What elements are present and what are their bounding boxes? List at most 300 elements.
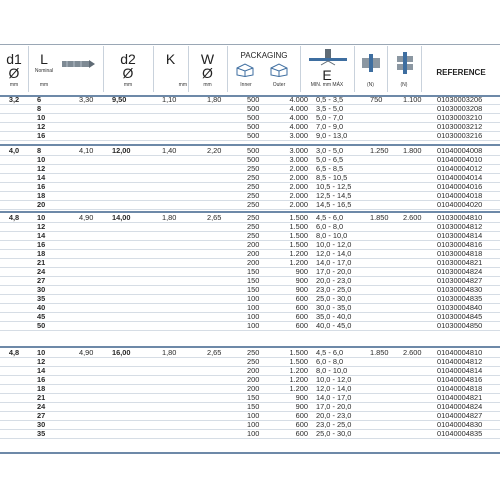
cell-d1v <box>79 322 112 331</box>
table-row <box>0 430 500 439</box>
cell-k <box>162 105 207 114</box>
cell-d1 <box>0 394 28 403</box>
cell-w <box>207 259 247 268</box>
cell-f1 <box>370 123 403 132</box>
cell-l: 24 <box>28 268 79 277</box>
cell-ref: 01030004821 <box>437 259 500 268</box>
cell-inner: 100 <box>247 304 277 313</box>
cell-w <box>207 232 247 241</box>
inner-box-icon <box>236 63 254 77</box>
cell-k <box>162 201 207 210</box>
cell-f1 <box>370 250 403 259</box>
cell-outer: 600 <box>277 295 316 304</box>
cell-l: 10 <box>28 349 79 358</box>
cell-k <box>162 241 207 250</box>
cell-d2 <box>112 105 162 114</box>
cell-d1v <box>79 412 112 421</box>
cell-e: 4,5 - 6,0 <box>316 214 370 223</box>
cell-d1v <box>79 156 112 165</box>
cell-l: 16 <box>28 183 79 192</box>
header-w-symbol: Ø <box>202 65 213 81</box>
cell-f2 <box>403 201 437 210</box>
cell-ref: 01030004812 <box>437 223 500 232</box>
cell-k <box>162 286 207 295</box>
cell-l: 14 <box>28 367 79 376</box>
cell-d1v <box>79 250 112 259</box>
cell-e: 9,0 - 13,0 <box>316 132 370 141</box>
cell-l: 35 <box>28 295 79 304</box>
cell-l: 27 <box>28 412 79 421</box>
header-d2-unit: mm <box>123 82 133 88</box>
cell-f2 <box>403 174 437 183</box>
cell-w <box>207 367 247 376</box>
cell-outer: 1.500 <box>277 214 316 223</box>
cell-d1v <box>79 385 112 394</box>
header-d2-symbol: Ø <box>122 65 134 81</box>
cell-k: 1,40 <box>162 147 207 156</box>
cell-d2 <box>112 394 162 403</box>
cell-d1v <box>79 232 112 241</box>
cell-d1v <box>79 313 112 322</box>
cell-f1 <box>370 403 403 412</box>
cell-d2 <box>112 259 162 268</box>
cell-f2 <box>403 192 437 201</box>
cell-d2 <box>112 165 162 174</box>
cell-ref: 01040004814 <box>437 367 500 376</box>
cell-inner: 500 <box>247 147 277 156</box>
cell-w <box>207 183 247 192</box>
cell-f1 <box>370 192 403 201</box>
cell-ref: 01030003208 <box>437 105 500 114</box>
cell-d1v <box>79 165 112 174</box>
cell-f2 <box>403 322 437 331</box>
cell-e: 5,0 - 7,0 <box>316 114 370 123</box>
cell-d1 <box>0 358 28 367</box>
cell-d1v <box>79 201 112 210</box>
cell-e: 8,5 - 10,5 <box>316 174 370 183</box>
cell-l: 16 <box>28 132 79 141</box>
cell-ref: 01030003212 <box>437 123 500 132</box>
cell-k <box>162 322 207 331</box>
cell-inner: 250 <box>247 192 277 201</box>
cell-w: 1,80 <box>207 96 247 105</box>
cell-d1 <box>0 201 28 210</box>
cell-d1 <box>0 277 28 286</box>
cell-f2 <box>403 241 437 250</box>
cell-ref: 01040004824 <box>437 403 500 412</box>
header-l-unit: mm <box>39 82 49 88</box>
cell-w <box>207 156 247 165</box>
cell-ref: 01040004012 <box>437 165 500 174</box>
cell-d2 <box>112 421 162 430</box>
cell-d1 <box>0 114 28 123</box>
column-divider <box>28 46 29 92</box>
cell-f2 <box>403 358 437 367</box>
cell-ref: 01030004840 <box>437 304 500 313</box>
group-table <box>0 147 500 210</box>
cell-k <box>162 277 207 286</box>
cell-w <box>207 313 247 322</box>
cell-l: 27 <box>28 277 79 286</box>
cell-d1: 4,0 <box>0 147 28 156</box>
cell-d2 <box>112 232 162 241</box>
rivet-body-icon <box>62 59 96 69</box>
cell-k <box>162 394 207 403</box>
header-w: W <box>200 51 215 67</box>
cell-w <box>207 286 247 295</box>
cell-f2: 1.800 <box>403 147 437 156</box>
cell-w <box>207 376 247 385</box>
cell-f2 <box>403 313 437 322</box>
cell-f1 <box>370 232 403 241</box>
cell-w <box>207 165 247 174</box>
cell-d1v <box>79 295 112 304</box>
cell-outer: 600 <box>277 304 316 313</box>
cell-d1v <box>79 241 112 250</box>
cell-w <box>207 358 247 367</box>
cell-d2 <box>112 183 162 192</box>
cell-f2 <box>403 183 437 192</box>
cell-ref: 01030004827 <box>437 277 500 286</box>
cell-inner: 500 <box>247 96 277 105</box>
cell-f1 <box>370 105 403 114</box>
cell-d2: 16,00 <box>112 349 162 358</box>
cell-w <box>207 250 247 259</box>
cell-l: 12 <box>28 223 79 232</box>
cell-f1 <box>370 304 403 313</box>
cell-w <box>207 304 247 313</box>
cell-f2 <box>403 277 437 286</box>
header-e: E <box>322 67 332 83</box>
cell-ref: 01040004830 <box>437 421 500 430</box>
cell-d1 <box>0 174 28 183</box>
cell-f1 <box>370 286 403 295</box>
cell-e: 6,0 - 8,0 <box>316 358 370 367</box>
cell-f1: 1.850 <box>370 349 403 358</box>
cell-d1v <box>79 259 112 268</box>
cell-e: 8,0 - 10,0 <box>316 232 370 241</box>
cell-d2 <box>112 286 162 295</box>
cell-ref: 01040004818 <box>437 385 500 394</box>
cell-outer: 3.000 <box>277 156 316 165</box>
cell-w <box>207 430 247 439</box>
cell-l: 12 <box>28 165 79 174</box>
cell-k: 1,80 <box>162 214 207 223</box>
cell-d1 <box>0 367 28 376</box>
cell-d2 <box>112 367 162 376</box>
cell-l: 21 <box>28 259 79 268</box>
cell-d2 <box>112 174 162 183</box>
cell-outer: 900 <box>277 394 316 403</box>
cell-ref: 01040004821 <box>437 394 500 403</box>
cell-f1 <box>370 385 403 394</box>
cell-d1 <box>0 105 28 114</box>
cell-d2 <box>112 114 162 123</box>
cell-d1 <box>0 241 28 250</box>
cell-d1 <box>0 403 28 412</box>
cell-d1: 3,2 <box>0 96 28 105</box>
cell-f2 <box>403 105 437 114</box>
cell-k <box>162 259 207 268</box>
cell-w: 2,65 <box>207 349 247 358</box>
cell-e: 23,0 - 25,0 <box>316 286 370 295</box>
cell-f1 <box>370 114 403 123</box>
cell-outer: 2.000 <box>277 201 316 210</box>
cell-f2 <box>403 430 437 439</box>
cell-f2 <box>403 132 437 141</box>
cell-f1 <box>370 367 403 376</box>
cell-e: 4,5 - 6,0 <box>316 349 370 358</box>
cell-f1 <box>370 223 403 232</box>
cell-d2: 12,00 <box>112 147 162 156</box>
cell-outer: 1.500 <box>277 349 316 358</box>
cell-f1 <box>370 183 403 192</box>
cell-inner: 150 <box>247 403 277 412</box>
cell-d1 <box>0 123 28 132</box>
cell-f2 <box>403 295 437 304</box>
cell-f2 <box>403 286 437 295</box>
cell-d1v <box>79 277 112 286</box>
cell-k <box>162 412 207 421</box>
cell-outer: 4.000 <box>277 114 316 123</box>
cell-w <box>207 132 247 141</box>
cell-f2 <box>403 268 437 277</box>
cell-e: 25,0 - 30,0 <box>316 295 370 304</box>
cell-w <box>207 123 247 132</box>
cell-inner: 250 <box>247 358 277 367</box>
cell-w <box>207 421 247 430</box>
cell-f2 <box>403 367 437 376</box>
cell-w <box>207 223 247 232</box>
cell-k: 1,80 <box>162 349 207 358</box>
cell-ref: 01040004827 <box>437 412 500 421</box>
cell-outer: 1.500 <box>277 241 316 250</box>
cell-f2 <box>403 156 437 165</box>
header-k: K <box>165 51 176 67</box>
cell-ref: 01040004835 <box>437 430 500 439</box>
cell-l: 12 <box>28 358 79 367</box>
table-row <box>0 201 500 210</box>
cell-f2 <box>403 394 437 403</box>
cell-e: 20,0 - 23,0 <box>316 277 370 286</box>
cell-d1v <box>79 114 112 123</box>
cell-d1v: 3,30 <box>79 96 112 105</box>
cell-d1 <box>0 421 28 430</box>
cell-f1 <box>370 421 403 430</box>
tensile-force-icon <box>394 52 416 74</box>
cell-k <box>162 114 207 123</box>
cell-l: 16 <box>28 241 79 250</box>
cell-outer: 900 <box>277 286 316 295</box>
cell-inner: 250 <box>247 165 277 174</box>
header-f2-unit: (N) <box>400 82 408 88</box>
cell-ref: 01040004016 <box>437 183 500 192</box>
cell-d2 <box>112 376 162 385</box>
cell-d1v <box>79 223 112 232</box>
cell-f2 <box>403 123 437 132</box>
cell-e: 30,0 - 35,0 <box>316 304 370 313</box>
cell-d2 <box>112 358 162 367</box>
cell-d1 <box>0 250 28 259</box>
cell-e: 3,5 - 5,0 <box>316 105 370 114</box>
header-d2: d2 <box>120 51 136 67</box>
cell-inner: 100 <box>247 421 277 430</box>
cell-inner: 200 <box>247 376 277 385</box>
cell-d1v <box>79 268 112 277</box>
cell-outer: 600 <box>277 430 316 439</box>
cell-e: 6,0 - 8,0 <box>316 223 370 232</box>
cell-ref: 01040004008 <box>437 147 500 156</box>
header-l-nominal: Nominal <box>34 68 54 74</box>
cell-ref: 01040004812 <box>437 358 500 367</box>
cell-f1 <box>370 430 403 439</box>
cell-k <box>162 358 207 367</box>
cell-l: 50 <box>28 322 79 331</box>
cell-f1 <box>370 394 403 403</box>
header-w-unit: mm <box>203 82 212 88</box>
cell-k <box>162 268 207 277</box>
cell-d2 <box>112 132 162 141</box>
cell-ref: 01040004018 <box>437 192 500 201</box>
cell-f1 <box>370 165 403 174</box>
cell-w <box>207 174 247 183</box>
cell-d1v <box>79 367 112 376</box>
cell-f1 <box>370 295 403 304</box>
cell-f2 <box>403 223 437 232</box>
cell-d2 <box>112 156 162 165</box>
cell-ref: 01030004818 <box>437 250 500 259</box>
cell-l: 20 <box>28 201 79 210</box>
cell-d1 <box>0 156 28 165</box>
cell-d1v <box>79 174 112 183</box>
cell-d1 <box>0 304 28 313</box>
cell-f1 <box>370 241 403 250</box>
cell-k <box>162 295 207 304</box>
cell-e: 17,0 - 20,0 <box>316 403 370 412</box>
cell-f1 <box>370 201 403 210</box>
cell-e: 10,0 - 12,0 <box>316 376 370 385</box>
cell-k <box>162 132 207 141</box>
cell-inner: 100 <box>247 295 277 304</box>
cell-k <box>162 156 207 165</box>
cell-k <box>162 403 207 412</box>
cell-f1 <box>370 322 403 331</box>
cell-d1v <box>79 192 112 201</box>
cell-d1v <box>79 358 112 367</box>
cell-k <box>162 421 207 430</box>
cell-inner: 250 <box>247 201 277 210</box>
cell-d1v <box>79 304 112 313</box>
cell-e: 10,5 - 12,5 <box>316 183 370 192</box>
cell-w <box>207 241 247 250</box>
cell-e: 17,0 - 20,0 <box>316 268 370 277</box>
cell-d1v: 4,90 <box>79 349 112 358</box>
cell-w <box>207 394 247 403</box>
cell-e: 40,0 - 45,0 <box>316 322 370 331</box>
cell-outer: 600 <box>277 412 316 421</box>
cell-outer: 4.000 <box>277 105 316 114</box>
cell-d1 <box>0 183 28 192</box>
cell-d2: 9,50 <box>112 96 162 105</box>
cell-inner: 500 <box>247 114 277 123</box>
cell-ref: 01040004816 <box>437 376 500 385</box>
cell-l: 14 <box>28 174 79 183</box>
cell-f2 <box>403 259 437 268</box>
header-d1-unit: mm <box>9 82 19 88</box>
cell-outer: 1.500 <box>277 223 316 232</box>
cell-d1v <box>79 105 112 114</box>
cell-k <box>162 367 207 376</box>
cell-f2: 2.600 <box>403 349 437 358</box>
cell-inner: 200 <box>247 250 277 259</box>
cell-d1 <box>0 295 28 304</box>
header-d1-symbol: Ø <box>8 65 20 81</box>
cell-f2 <box>403 385 437 394</box>
cell-outer: 1.200 <box>277 367 316 376</box>
cell-outer: 600 <box>277 313 316 322</box>
cell-f1 <box>370 313 403 322</box>
cell-f2: 1.100 <box>403 96 437 105</box>
cell-l: 16 <box>28 376 79 385</box>
cell-inner: 500 <box>247 105 277 114</box>
cell-k: 1,10 <box>162 96 207 105</box>
cell-e: 8,0 - 10,0 <box>316 367 370 376</box>
cell-d1v <box>79 376 112 385</box>
cell-l: 14 <box>28 232 79 241</box>
cell-k <box>162 183 207 192</box>
cell-f1: 750 <box>370 96 403 105</box>
group-table <box>0 349 500 439</box>
header-reference: REFERENCE <box>436 68 486 77</box>
cell-f2 <box>403 412 437 421</box>
cell-d2 <box>112 304 162 313</box>
cell-e: 10,0 - 12,0 <box>316 241 370 250</box>
table-row <box>0 322 500 331</box>
cell-d1 <box>0 192 28 201</box>
cell-d1 <box>0 232 28 241</box>
cell-l: 18 <box>28 192 79 201</box>
cell-f2 <box>403 232 437 241</box>
cell-l: 8 <box>28 147 79 156</box>
cell-e: 0,5 - 3,5 <box>316 96 370 105</box>
cell-e: 6,5 - 8,5 <box>316 165 370 174</box>
cell-l: 35 <box>28 430 79 439</box>
cell-f1 <box>370 174 403 183</box>
cell-e: 14,5 - 16,5 <box>316 201 370 210</box>
cell-d2 <box>112 250 162 259</box>
cell-outer: 2.000 <box>277 174 316 183</box>
cell-outer: 2.000 <box>277 165 316 174</box>
cell-ref: 01040004014 <box>437 174 500 183</box>
cell-f2 <box>403 304 437 313</box>
cell-f2 <box>403 376 437 385</box>
cell-inner: 200 <box>247 385 277 394</box>
cell-f1: 1.850 <box>370 214 403 223</box>
cell-d1 <box>0 268 28 277</box>
grip-range-icon <box>309 49 347 67</box>
cell-k <box>162 313 207 322</box>
cell-l: 18 <box>28 385 79 394</box>
cell-e: 12,0 - 14,0 <box>316 250 370 259</box>
cell-ref: 01030004835 <box>437 295 500 304</box>
cell-d2 <box>112 295 162 304</box>
cell-e: 25,0 - 30,0 <box>316 430 370 439</box>
cell-f1 <box>370 358 403 367</box>
cell-inner: 500 <box>247 156 277 165</box>
cell-w <box>207 105 247 114</box>
cell-l: 21 <box>28 394 79 403</box>
cell-outer: 1.500 <box>277 232 316 241</box>
